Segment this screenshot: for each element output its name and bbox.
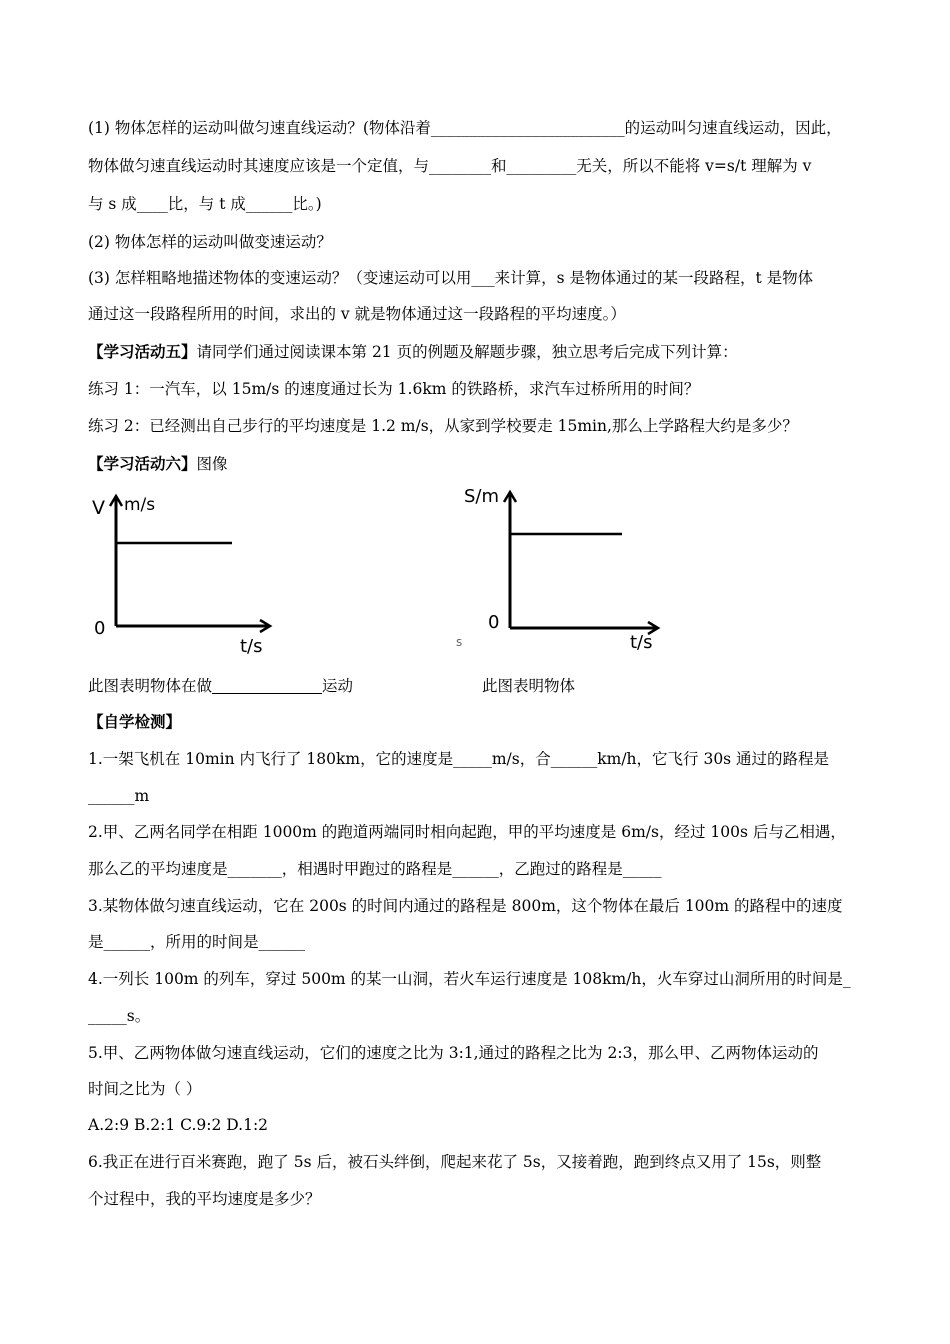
graph2-x-label: t/s bbox=[630, 632, 653, 653]
graph1-origin: 0 bbox=[94, 618, 106, 639]
question-1-line-1: 1.一架飞机在 10min 内飞行了 180km，它的速度是_____m/s，合______km/h，它飞行 30s 通过的路程是 bbox=[88, 750, 830, 768]
velocity-time-graph bbox=[88, 486, 288, 658]
graph2-caption: 此图表明物体 bbox=[482, 677, 576, 695]
question-6-line-1: 6.我正在进行百米赛跑，跑了 5s 后，被石头绊倒，爬起来花了 5s，又接着跑，跑到终点又用了 15s，则整 bbox=[88, 1153, 822, 1171]
graph2-origin: 0 bbox=[488, 612, 500, 633]
question-4-line-1: 4.一列长 100m 的列车，穿过 500m 的某一山洞，若火车运行速度是 108km/h，火车穿过山洞所用的时间是_ bbox=[88, 970, 851, 988]
line-2: 物体做匀速直线运动时其速度应该是一个定值，与________和_________无关，所以不能将 v=s/t 理解为 v bbox=[88, 157, 812, 175]
question-1-line-2: ______m bbox=[88, 787, 150, 805]
activity-five-heading: 【学习活动五】 bbox=[88, 342, 197, 361]
question-2-line-1: 2.甲、乙两名同学在相距 1000m 的跑道两端同时相向起跑，甲的平均速度是 6m/s，经过 100s 后与乙相遇， bbox=[88, 823, 846, 841]
line-6: 通过这一段路程所用的时间，求出的 v 就是物体通过这一段路程的平均速度。） bbox=[88, 305, 626, 323]
question-4-line-2: _____s。 bbox=[88, 1007, 151, 1025]
question-5-options: A.2:9 B.2:1 C.9:2 D.1:2 bbox=[88, 1116, 269, 1134]
activity-six-text: 图像 bbox=[196, 455, 228, 473]
question-5-line-2: 时间之比为（ ） bbox=[88, 1080, 202, 1098]
line-4: (2) 物体怎样的运动叫做变速运动？ bbox=[88, 233, 332, 251]
question-2-line-2: 那么乙的平均速度是_______，相遇时甲跑过的路程是______，乙跑过的路程是_____ bbox=[88, 860, 662, 878]
question-3-line-1: 3.某物体做匀速直线运动，它在 200s 的时间内通过的路程是 800m，这个物体在最后 100m 的路程中的速度 bbox=[88, 897, 843, 915]
question-6-line-2: 个过程中，我的平均速度是多少？ bbox=[88, 1190, 321, 1208]
activity-five-text: 请同学们通过阅读课本第 21 页的例题及解题步骤，独立思考后完成下列计算： bbox=[196, 343, 738, 361]
graph1-caption bbox=[88, 676, 353, 696]
graph1-y-label-unit: m/s bbox=[124, 495, 156, 515]
graph2-y-label: S/m bbox=[464, 486, 500, 507]
graph1-caption-blank bbox=[212, 677, 322, 694]
line-1: (1) 物体怎样的运动叫做匀速直线运动？(物体沿着_________________________的运动叫匀速直线运动，因此， bbox=[88, 119, 842, 137]
graph2-stray-mark: s bbox=[456, 635, 463, 649]
activity-six-heading: 【学习活动六】 bbox=[88, 454, 197, 473]
graph1-caption-a: 此图表明物体在做 bbox=[88, 677, 213, 695]
distance-time-graph bbox=[450, 480, 680, 660]
line-3: 与 s 成____比，与 t 成______比。) bbox=[88, 195, 322, 213]
exercise-1: 练习 1：一汽车，以 15m/s 的速度通过长为 1.6km 的铁路桥，求汽车过桥所用的时间？ bbox=[88, 380, 700, 398]
graph1-x-label: t/s bbox=[240, 636, 263, 657]
activity-five bbox=[88, 342, 738, 362]
self-test-heading: 【自学检测】 bbox=[88, 712, 182, 731]
line-5: (3) 怎样粗略地描述物体的变速运动？（变速运动可以用___来计算，s 是物体通过的某一段路程，t 是物体 bbox=[88, 269, 814, 287]
activity-six bbox=[88, 454, 228, 474]
exercise-2: 练习 2：已经测出自己步行的平均速度是 1.2 m/s，从家到学校要走 15min,那么上学路程大约是多少？ bbox=[88, 417, 798, 435]
graph1-caption-b: 运动 bbox=[322, 677, 354, 695]
graph1-y-label-v: V bbox=[92, 497, 105, 519]
question-5-line-1: 5.甲、乙两物体做匀速直线运动，它们的速度之比为 3:1,通过的路程之比为 2:3，那么甲、乙两物体运动的 bbox=[88, 1044, 819, 1062]
question-3-line-2: 是______，所用的时间是______ bbox=[88, 933, 306, 951]
